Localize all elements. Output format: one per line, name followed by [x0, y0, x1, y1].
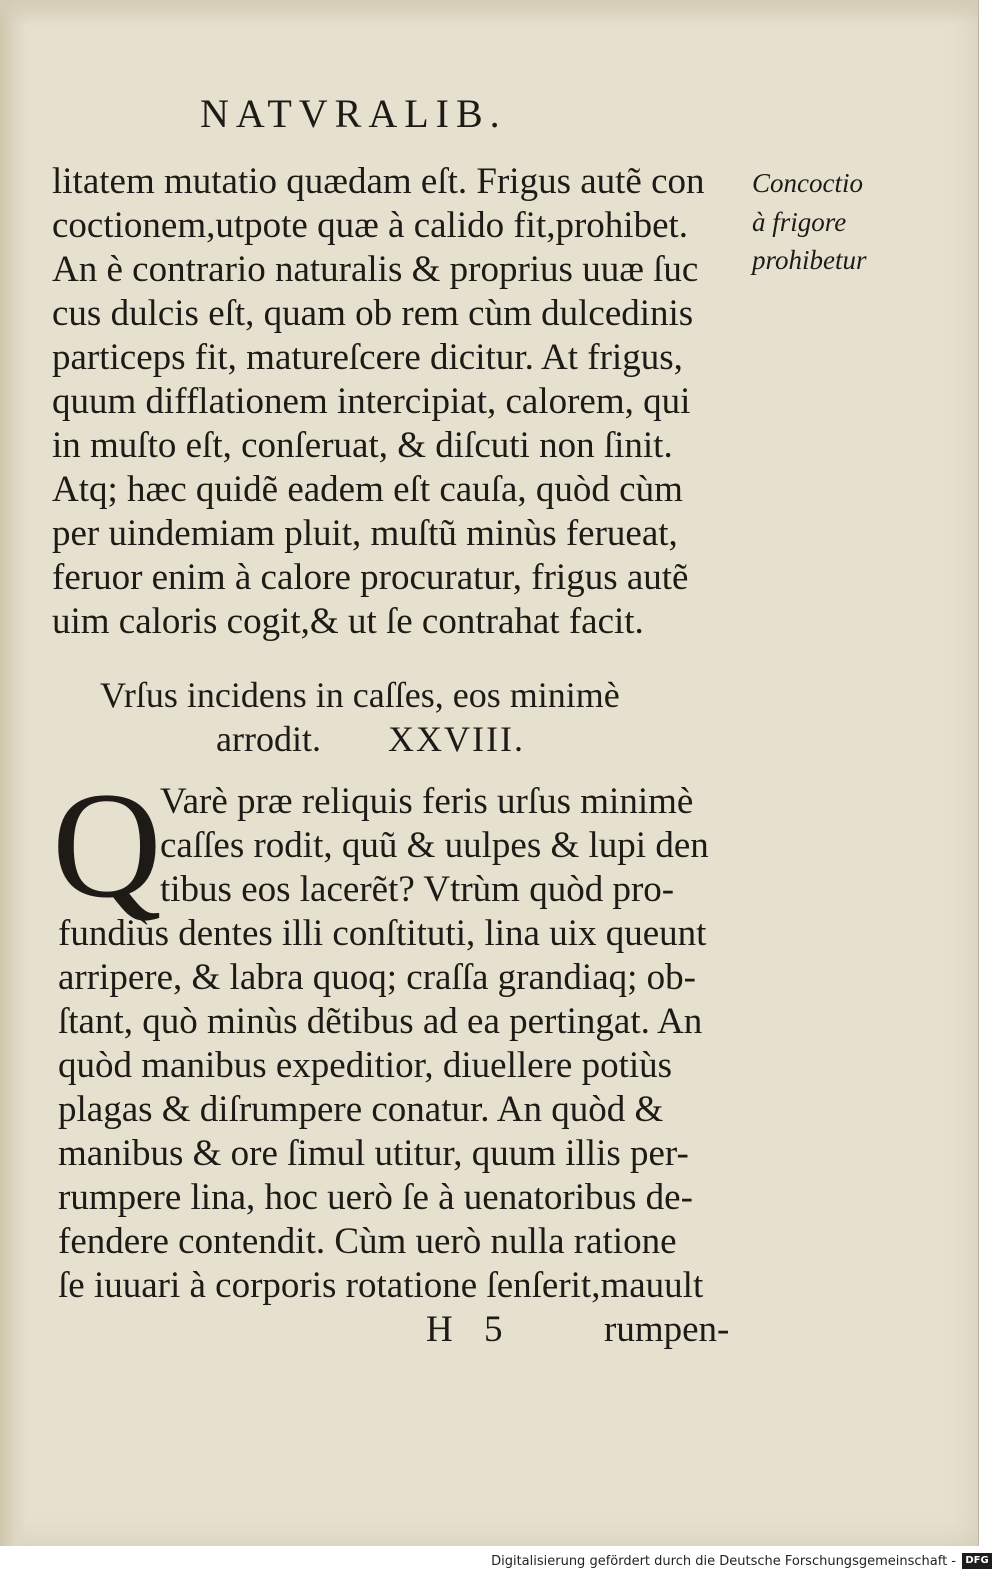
text-line: per uindemiam pluit, muſtũ minùs ferueat,: [52, 513, 678, 554]
text-line: arripere, & labra quoq; craſſa grandiaq; ob-: [58, 957, 696, 998]
text-line: uim caloris cogit,& ut ſe contrahat facit.: [52, 601, 644, 642]
text-line: particeps fit, matureſcere dicitur. At frigus,: [52, 337, 683, 378]
text-line: litatem mutatio quædam eſt. Frigus autẽ con: [52, 161, 705, 202]
text-line: feruor enim à calore procuratur, frigus autẽ: [52, 557, 689, 598]
signature-mark: H 5: [426, 1309, 503, 1350]
page-gutter-shadow: [0, 0, 26, 1546]
marginal-note: à frigore: [752, 207, 847, 237]
text-line: coctionem,utpote quæ à calido fit,prohibet.: [52, 205, 689, 246]
catchword: rumpen-: [604, 1309, 730, 1350]
text-line: fundiùs dentes illi conſtituti, lina uix queunt: [58, 913, 707, 954]
text-line: manibus & ore ſimul utitur, quum illis per-: [58, 1133, 689, 1174]
text-line: in muſto eſt, conſeruat, & diſcuti non ſinit.: [52, 425, 673, 466]
text-line: ſtant, quò minùs dẽtibus ad ea pertingat. An: [58, 1001, 703, 1042]
chapter-number: XXVIII.: [388, 719, 525, 759]
text-line: Varè præ reliquis feris urſus minimè: [160, 781, 694, 822]
text-line: caſſes rodit, quũ & uulpes & lupi den: [160, 825, 709, 866]
text-line: quum difflationem intercipiat, calorem, qui: [52, 381, 691, 422]
text-line: cus dulcis eſt, quam ob rem cùm dulcedinis: [52, 293, 694, 334]
text-line: An è contrario naturalis & proprius uuæ ſuc: [52, 249, 699, 290]
chapter-heading-end: arrodit.: [216, 719, 321, 759]
marginal-note: prohibetur: [752, 245, 867, 275]
text-line: Atq; hæc quidẽ eadem eſt cauſa, quòd cùm: [52, 469, 683, 510]
dfg-logo: DFG: [962, 1553, 992, 1569]
text-line: plagas & diſrumpere conatur. An quòd &: [58, 1089, 664, 1130]
funding-notice: Digitalisierung gefördert durch die Deutsche Forschungsgemeinschaft -: [491, 1554, 956, 1569]
text-line: quòd manibus expeditior, diuellere potiùs: [58, 1045, 673, 1086]
text-line: tibus eos lacerẽt? Vtrùm quòd pro-: [160, 869, 675, 910]
text-line: rumpere lina, hoc uerò ſe à uenatoribus de-: [58, 1177, 693, 1218]
drop-cap: Q: [52, 761, 162, 929]
page-top-edge-shadow: [0, 0, 978, 24]
running-head: NATVRALIB.: [200, 91, 507, 136]
marginal-note: Concoctio: [752, 168, 863, 198]
text-line: ſe iuuari à corporis rotatione ſenſerit,mauult: [58, 1265, 704, 1306]
text-line: fendere contendit. Cùm uerò nulla ratione: [58, 1221, 677, 1262]
chapter-heading: Vrſus incidens in caſſes, eos minimè: [100, 675, 620, 715]
